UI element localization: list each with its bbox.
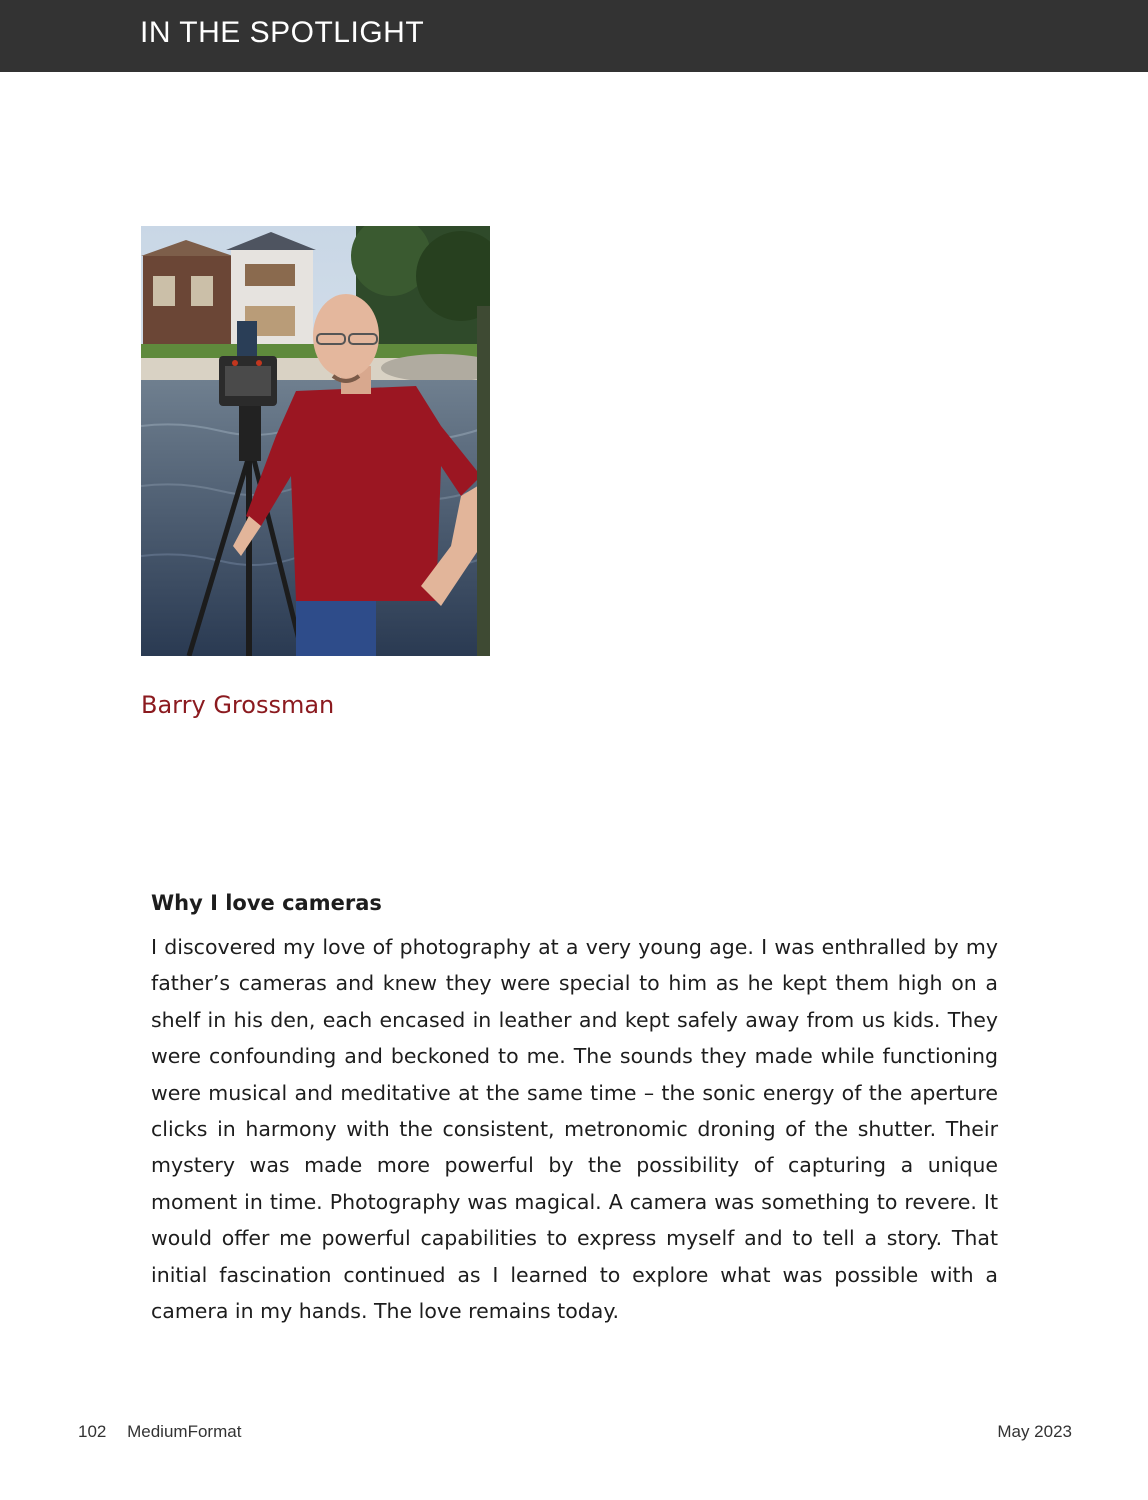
publication-name: MediumFormat (127, 1422, 242, 1441)
footer-left (78, 1422, 241, 1442)
article-body: I discovered my love of photography at a very young age. I was enthralled by my father’s cameras and knew they were special to him as he kept them high on a shelf in his den, each encased in leather and kept safely away from us kids. They were confounding and beckoned to me. The sounds they made while functioning were musical and meditative at the same time – the sonic energy of the aperture clicks in harmony with the consistent, metronomic droning of the shutter. Their mystery was made more powerful by the possibility of capturing a unique moment in time. Photography was magical. A camera was something to revere. It would offer me powerful capabilities to express myself and to tell a story. That initial fascination continued as I learned to explore what was possible with a camera in my hands. The love remains today. (151, 935, 998, 1324)
page-number: 102 (78, 1422, 107, 1441)
page-header-bar (0, 0, 1148, 72)
photo-caption: Barry Grossman (141, 691, 335, 719)
section-title: IN THE SPOTLIGHT (140, 16, 425, 49)
article (151, 891, 998, 1329)
article-heading: Why I love cameras (151, 891, 382, 915)
portrait-photo (141, 226, 490, 656)
issue-date: May 2023 (997, 1422, 1072, 1441)
